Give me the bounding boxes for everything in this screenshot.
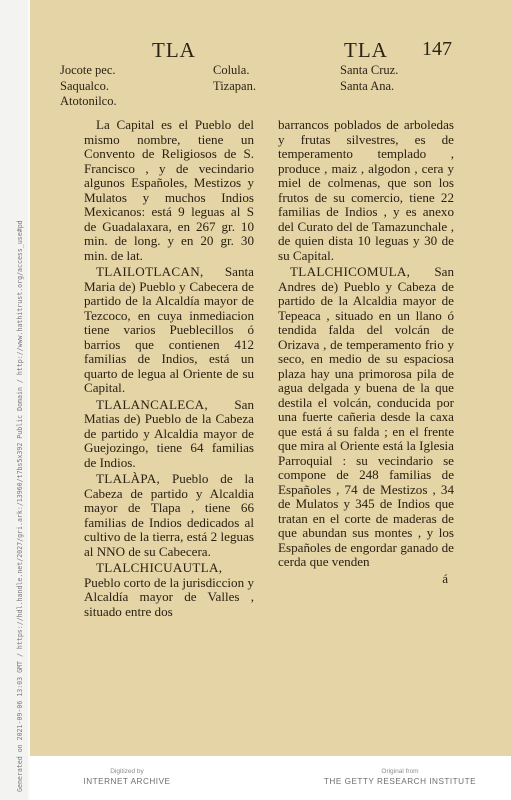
entry-paragraph	[84, 118, 254, 263]
place-name: Santa Ana.	[340, 78, 395, 93]
entry-text: San Matias de) Pueblo de la Cabeza de partido y Alcaldia mayor de Guejozingo, tiene 64 familias de Indios.	[84, 396, 254, 470]
entry-text: Santa Maria de) Pueblo y Cabecera de partido de la Alcaldía mayor de Tezcoco, en cuya inmediacion tiene varios Pueblecillos ó barrios que contienen 412 familias de Indios, está un quarto de legua al Oriente de su Capital.	[84, 264, 254, 395]
sidebar-strip	[0, 0, 28, 800]
place-list-middle	[213, 63, 256, 94]
entry-paragraph	[278, 118, 454, 263]
entry-paragraph	[84, 472, 254, 559]
source-institution: THE GETTY RESEARCH INSTITUTE	[323, 777, 477, 786]
entry-headword: TLALANCALECA,	[96, 396, 208, 412]
catchword: á	[442, 570, 448, 586]
running-head-left: TLA	[152, 38, 196, 62]
right-column	[278, 118, 454, 586]
digitizer-credit	[52, 768, 202, 786]
place-name: Tizapan.	[213, 78, 256, 93]
source-credit	[300, 768, 500, 786]
entry-headword: TLAILOTLACAN,	[96, 264, 204, 279]
original-from-label: Original from	[381, 768, 419, 775]
page-number: 147	[422, 38, 452, 60]
entry-paragraph	[278, 265, 454, 570]
scanned-page	[30, 0, 511, 756]
place-name: Jocote pec.	[60, 63, 116, 77]
place-name: Atotonilco.	[60, 94, 117, 108]
entry-headword: TLALCHICOMULA,	[290, 264, 411, 279]
entry-paragraph	[84, 561, 254, 619]
footer	[30, 756, 511, 800]
place-name: Colula.	[213, 63, 250, 77]
entry-text: barrancos poblados de arboledas y frutas silvestres, es de temperamento templado , produce , maiz , algodon , cera y miel de colmenas, que son los frutos de su comercio, tiene 22 familias de Indios , y es anexo del Curato del de Tamazunchale , de quien dista 10 leguas y 30 de su Capital.	[278, 117, 454, 263]
entry-text: Pueblo corto de la jurisdiccion y Alcaldía mayor de Valles , situado entre dos	[84, 574, 254, 619]
place-name: Saqualco.	[60, 78, 109, 93]
place-name: Santa Cruz.	[340, 63, 399, 77]
running-head-right: TLA	[344, 38, 388, 62]
place-list-left	[60, 63, 117, 110]
entry-text: La Capital es el Pueblo del mismo nombre, tiene un Convento de Religiosos de S. Francisco , y de vecindario algunos Españoles, Mestizos y Mulatos y muchos Indios Mexicanos: está 9 leguas al S de Guadalaxara, en 267 gr. 10 min. de long. y en 20 gr. 30 min. de lat.	[84, 117, 254, 263]
entry-headword: TLALCHICUAUTLA,	[96, 560, 223, 575]
entry-text: Pueblo de la Cabeza de partido y Alcaldia mayor de Tlapa , tiene 66 familias de Indios dedicados al cultivo de la tierra, está 2 leguas al NNO de su Cabecera.	[84, 471, 254, 559]
generation-note: Generated on 2021-09-06 13:03 GMT / https://hdl.handle.net/2027/gri.ark:/13960/t7bs5x392 Public Domain / http://www.hathitrust.org/access_use#pd	[16, 220, 24, 792]
left-column	[84, 118, 254, 621]
entry-headword: TLALÀPA,	[96, 471, 161, 486]
entry-paragraph	[84, 265, 254, 396]
digitizer-name: INTERNET ARCHIVE	[83, 777, 171, 786]
digitized-by-label: Digitized by	[110, 768, 144, 775]
entry-text: San Andres de) Pueblo y Cabeza de partido de la Alcaldia mayor de Tepeaca , situado en un llano ó tendida falda del volcán de Orizava , de temperamento frio y seco, en medio de su espaciosa plaza hay una primorosa pila de agua delgada y buena de la que destila el volcán, conducida por una fuerte cañeria desde la caxa que está á su falda ; en el frente que mira al Oriente está la Iglesia Parroquial : su vecindario se compone de 248 familias de Españoles , 74 de Mestizos , 34 de Mulatos y 345 de Indios que tratan en el corte de maderas de que abundan sus montes , y los Españoles de engordar ganado de cerda que venden	[278, 264, 454, 569]
entry-paragraph	[84, 398, 254, 471]
place-list-right	[340, 63, 398, 94]
